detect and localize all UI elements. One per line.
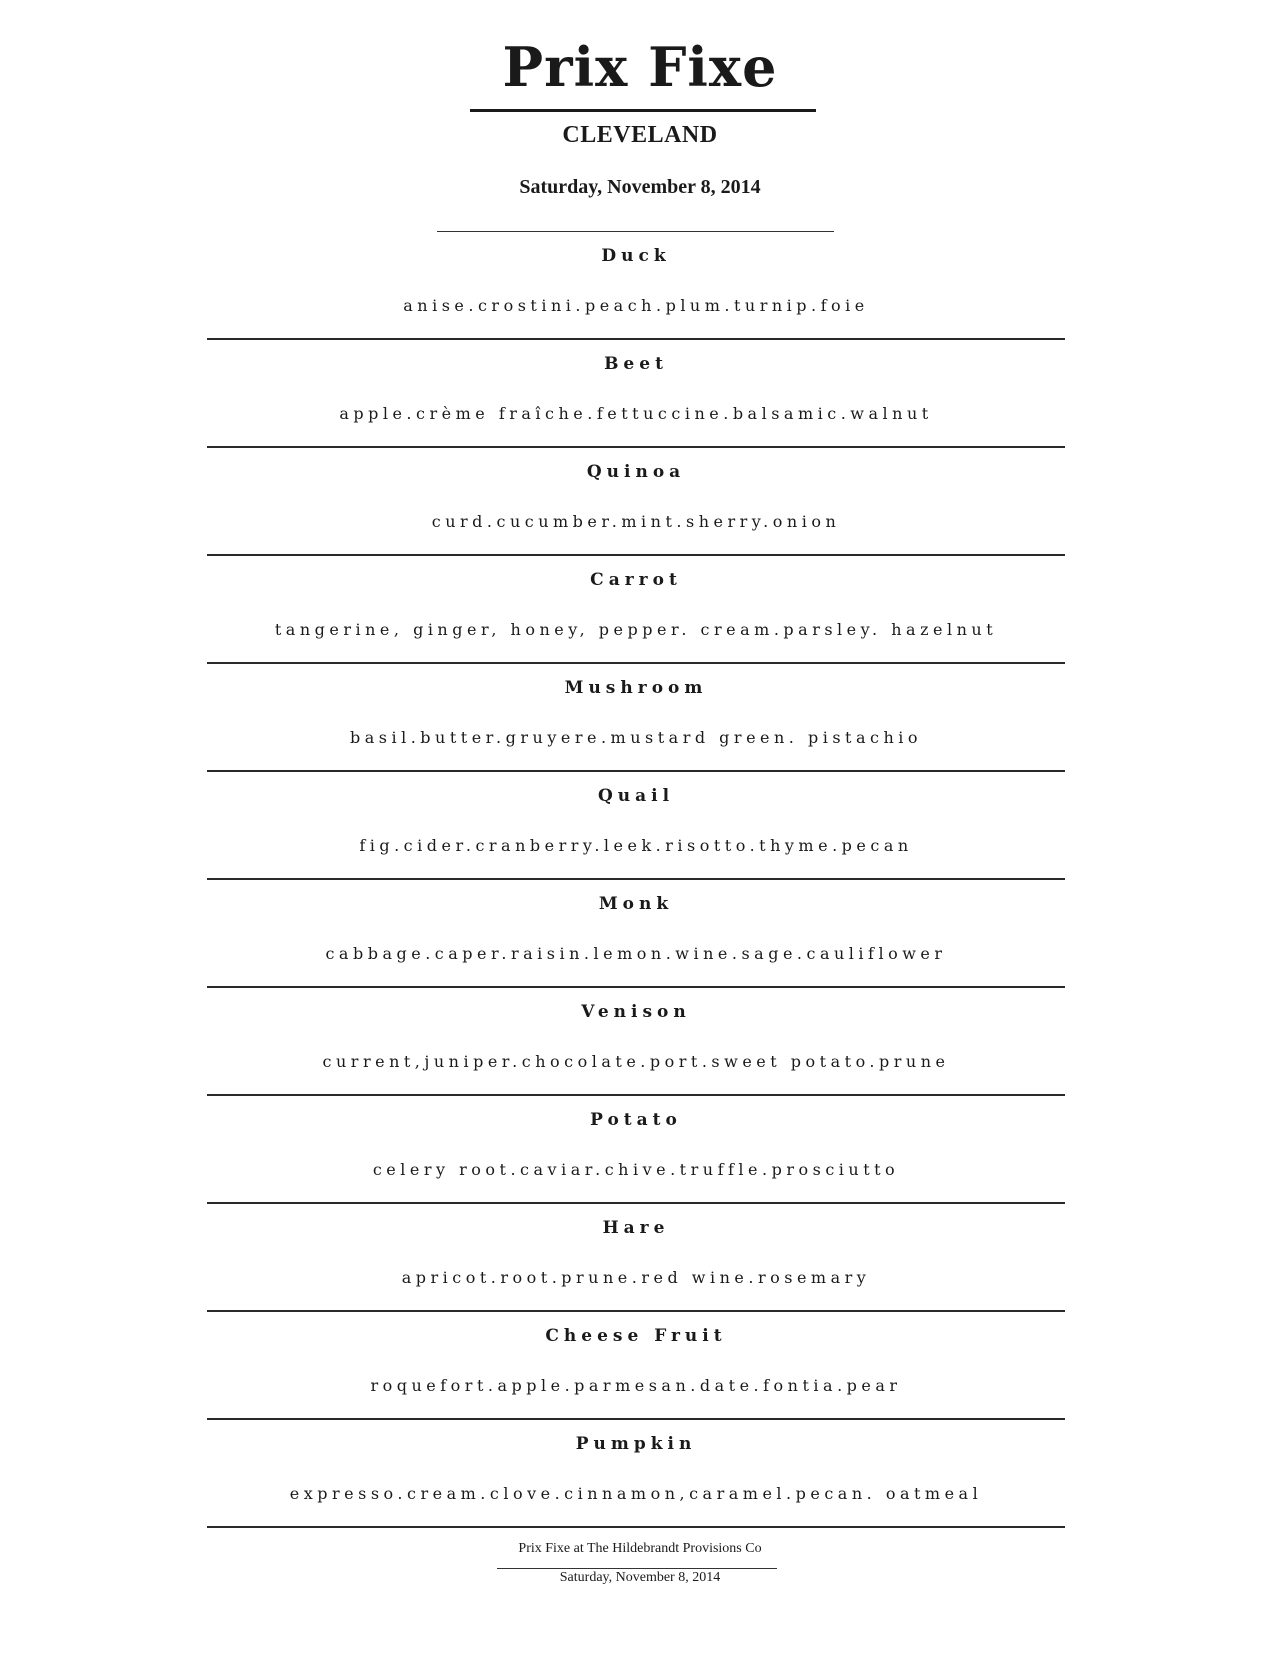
course-name: Cheese Fruit (545, 1326, 727, 1346)
course-ingredients: apple.crème fraîche.fettuccine.balsamic.walnut (339, 404, 933, 423)
course-item (207, 880, 1065, 988)
footer-divider (497, 1568, 777, 1569)
course-name: Beet (604, 354, 668, 374)
course-ingredients: curd.cucumber.mint.sherry.onion (431, 512, 841, 531)
course-item (207, 1204, 1065, 1312)
course-list (207, 232, 1065, 1528)
course-ingredients: expresso.cream.clove.cinnamon,caramel.pecan. oatmeal (289, 1484, 983, 1503)
course-name: Hare (602, 1218, 670, 1238)
footer-date: Saturday, November 8, 2014 (559, 1570, 721, 1585)
course-ingredients: tangerine, ginger, honey, pepper. cream.parsley. hazelnut (274, 620, 998, 639)
menu-date: Saturday, November 8, 2014 (519, 176, 761, 198)
course-item (207, 1420, 1065, 1528)
course-name: Mushroom (564, 678, 708, 698)
course-item (207, 340, 1065, 448)
course-ingredients: basil.butter.gruyere.mustard green. pistachio (349, 728, 923, 747)
course-name: Carrot (590, 570, 682, 590)
course-item (207, 1096, 1065, 1204)
title-divider (470, 109, 816, 112)
course-ingredients: current,juniper.chocolate.port.sweet potato.prune (322, 1052, 950, 1071)
course-item (207, 232, 1065, 340)
course-name: Quail (597, 786, 675, 806)
course-ingredients: anise.crostini.peach.plum.turnip.foie (403, 296, 869, 315)
course-ingredients: fig.cider.cranberry.leek.risotto.thyme.pecan (359, 836, 913, 855)
course-ingredients: celery root.caviar.chive.truffle.prosciutto (372, 1160, 900, 1179)
course-ingredients: cabbage.caper.raisin.lemon.wine.sage.cauliflower (325, 944, 947, 963)
city-name: CLEVELAND (562, 122, 718, 148)
menu-title: Prix Fixe (502, 35, 778, 99)
course-divider (207, 1526, 1065, 1528)
course-item (207, 664, 1065, 772)
course-name: Pumpkin (575, 1434, 697, 1454)
course-name: Duck (601, 246, 671, 266)
course-item (207, 772, 1065, 880)
course-item (207, 556, 1065, 664)
course-name: Potato (590, 1110, 682, 1130)
footer-venue: Prix Fixe at The Hildebrandt Provisions Co (518, 1541, 762, 1556)
course-name: Quinoa (586, 462, 686, 482)
course-item (207, 988, 1065, 1096)
course-item (207, 1312, 1065, 1420)
course-item (207, 448, 1065, 556)
course-ingredients: roquefort.apple.parmesan.date.fontia.pear (370, 1376, 902, 1395)
course-name: Monk (598, 894, 674, 914)
course-ingredients: apricot.root.prune.red wine.rosemary (401, 1268, 871, 1287)
course-name: Venison (581, 1002, 691, 1022)
